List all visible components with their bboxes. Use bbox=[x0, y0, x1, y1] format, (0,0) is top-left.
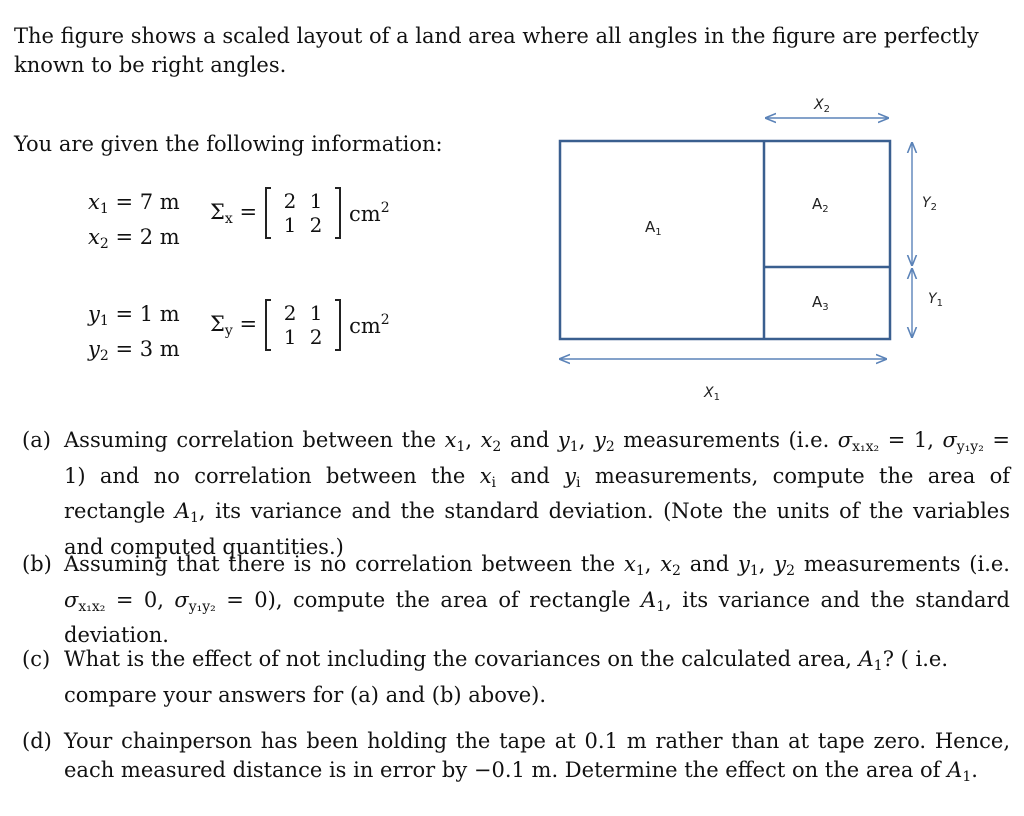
x2-value: 2 m bbox=[139, 225, 180, 249]
question-d bbox=[22, 727, 1010, 791]
y-values: $y_1 = 1$ m $y_2 = 3$ m bbox=[88, 302, 180, 364]
sigma-y-label: $\Sigma_y$ = bbox=[210, 311, 258, 339]
y2-value: 3 m bbox=[139, 337, 180, 361]
question-b-label: (b) bbox=[22, 552, 52, 576]
sigma-y-matrix: 2 1 1 2 bbox=[265, 301, 341, 349]
question-c bbox=[22, 645, 1010, 709]
sigma-x-matrix: 2 1 1 2 bbox=[265, 189, 341, 237]
x1-label: $X_1$ bbox=[704, 385, 720, 403]
sigma-x-label: $\Sigma_x$ = bbox=[210, 199, 258, 227]
x-values: $x_1 = 7$ m $x_2 = 2$ m bbox=[88, 190, 180, 252]
question-a-label: (a) bbox=[22, 428, 51, 452]
y1-value: 1 m bbox=[139, 302, 180, 326]
a3-label: $A_3$ bbox=[812, 293, 829, 313]
question-a bbox=[22, 426, 1010, 561]
a1-label: $A_1$ bbox=[645, 218, 662, 238]
question-d-label: (d) bbox=[22, 729, 52, 753]
question-b bbox=[22, 550, 1010, 650]
sigma-x-unit: $cm^2$ bbox=[349, 200, 390, 226]
x1-value: 7 m bbox=[139, 190, 180, 214]
given-heading: You are given the following information: bbox=[14, 132, 443, 156]
question-b-text: Assuming that there is no correlation between the $x_1$, $x_2$ and $y_1$, $y_2$ measurements (i.e. $\sigma_{x_1x_2} = 0$, $\sigma_{y_1y_2} = 0$), compute the area of rectangle $A_1$, its variance and the standard deviation. bbox=[64, 552, 1010, 647]
outer-rectangle bbox=[560, 141, 890, 339]
a2-label: $A_2$ bbox=[812, 195, 829, 215]
question-d-text: Your chainperson has been holding the tape at 0.1 m rather than at tape zero. Hence, each measured distance is in error by −0.1 m. Determine the effect on the area of $A_1$. bbox=[64, 729, 1010, 785]
y2-label: $Y_2$ bbox=[922, 195, 937, 213]
question-a-text: Assuming correlation between the $x_1$, $x_2$ and $y_1$, $y_2$ measurements (i.e. $\sigma_{x_1x_2} = 1$, $\sigma_{y_1y_2} = 1$) and no correlation between the $x_i$ and $y_i$ measurements, compute the area of rectangle $A_1$, its variance and the standard deviation. (Note the units of the variables and computed quantities.) bbox=[64, 428, 1010, 559]
sigma-y-unit: $cm^2$ bbox=[349, 312, 390, 338]
question-c-text: What is the effect of not including the covariances on the calculated area, $A_1$? ( i.e. compare your answers for (a) and (b) above). bbox=[64, 647, 949, 707]
intro-paragraph: The figure shows a scaled layout of a land area where all angles in the figure are perfectly known to be right angles. bbox=[14, 24, 979, 77]
x2-label: $X_2$ bbox=[814, 97, 830, 115]
y1-label: $Y_1$ bbox=[928, 291, 943, 309]
question-c-label: (c) bbox=[22, 647, 51, 671]
